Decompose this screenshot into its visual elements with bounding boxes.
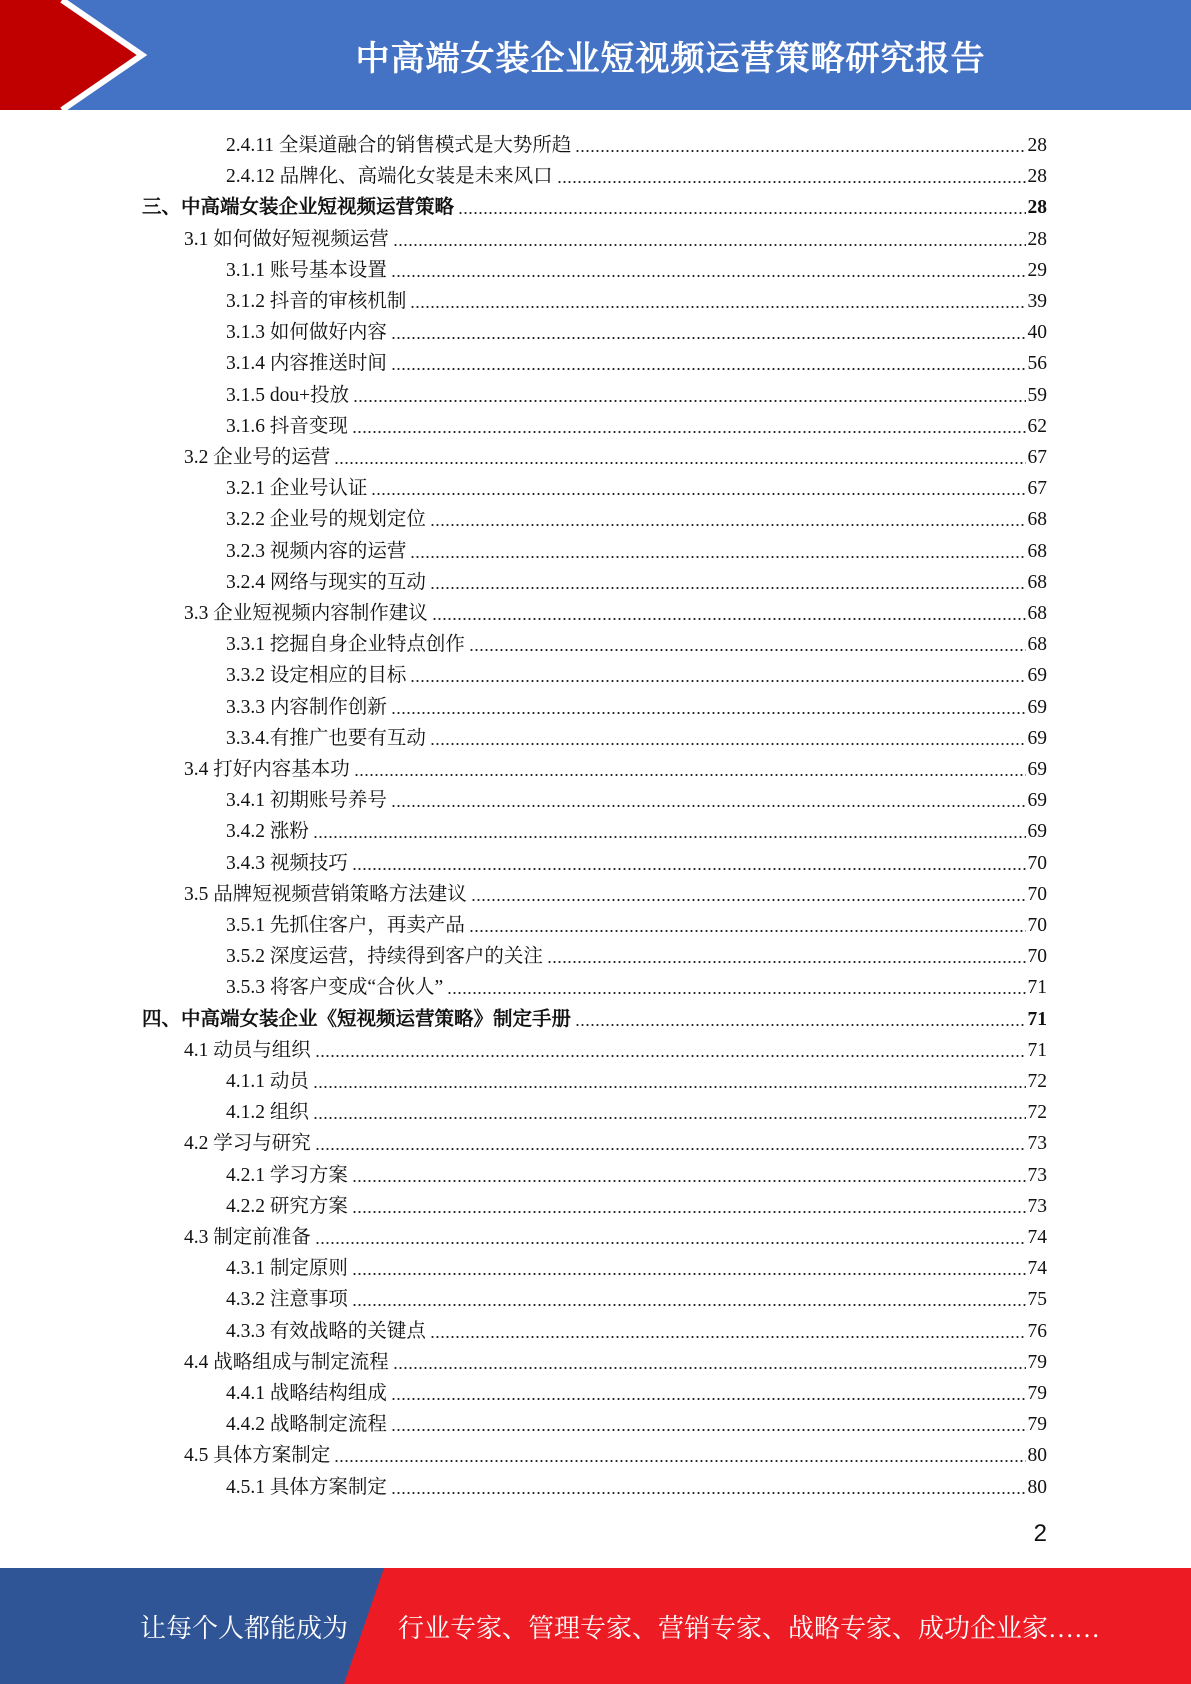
toc-dot-leader xyxy=(469,929,1026,933)
toc-dot-leader xyxy=(575,1023,1025,1027)
toc-dot-leader xyxy=(410,555,1025,559)
toc-dot-leader xyxy=(352,867,1026,871)
toc-dot-leader xyxy=(430,742,1026,746)
toc-entry[interactable] xyxy=(184,221,1047,252)
toc-entry[interactable] xyxy=(184,751,1047,782)
toc-entry-label: 3.1 如何做好短视频运营 xyxy=(184,228,389,250)
toc-entry[interactable] xyxy=(184,1219,1047,1250)
toc-dot-leader xyxy=(430,1335,1026,1339)
toc-entry-page: 29 xyxy=(1027,259,1047,281)
toc-entry-label: 3.2.3 视频内容的运营 xyxy=(226,540,407,562)
toc-dot-leader xyxy=(547,960,1026,964)
toc-entry[interactable] xyxy=(226,626,1047,657)
toc-entry-page: 80 xyxy=(1027,1476,1047,1498)
toc-entry-label: 4.4 战略组成与制定流程 xyxy=(184,1351,389,1373)
toc-entry[interactable] xyxy=(226,657,1047,688)
toc-entry-label: 3.2.2 企业号的规划定位 xyxy=(226,509,426,531)
toc-dot-leader xyxy=(393,243,1026,247)
toc-entry-label: 3.5 品牌短视频营销策略方法建议 xyxy=(184,883,467,905)
toc-dot-leader xyxy=(315,1241,1026,1245)
toc-entry-label: 3.1.1 账号基本设置 xyxy=(226,259,387,281)
toc-dot-leader xyxy=(391,1491,1026,1495)
toc-dot-leader xyxy=(334,1459,1025,1463)
toc-dot-leader xyxy=(447,991,1025,995)
toc-dot-leader xyxy=(432,617,1026,621)
toc-entry[interactable] xyxy=(226,408,1047,439)
toc-entry-label: 3.4 打好内容基本功 xyxy=(184,759,350,780)
toc-entry[interactable] xyxy=(226,1188,1047,1219)
toc-entry[interactable] xyxy=(226,127,1047,158)
toc-entry-label: 4.1.1 动员 xyxy=(226,1071,309,1092)
toc-entry-page: 69 xyxy=(1027,790,1047,812)
toc-entry[interactable] xyxy=(226,1094,1047,1125)
toc-dot-leader xyxy=(352,1179,1026,1183)
toc-entry[interactable] xyxy=(226,1281,1047,1312)
toc-entry-page: 74 xyxy=(1027,1227,1047,1248)
toc-entry-page: 56 xyxy=(1027,353,1047,375)
toc-entry-label: 3.4.1 初期账号养号 xyxy=(226,790,387,812)
toc-entry[interactable] xyxy=(226,1406,1047,1437)
toc-dot-leader xyxy=(371,492,1025,496)
toc-dot-leader xyxy=(313,1085,1026,1089)
toc-entry-label: 3.2 企业号的运营 xyxy=(184,447,331,468)
toc-entry[interactable] xyxy=(226,1469,1047,1500)
toc-dot-leader xyxy=(352,430,1026,434)
toc-entry-label: 3.1.6 抖音变现 xyxy=(226,415,348,437)
header-arrow-decoration xyxy=(0,0,160,110)
toc-entry-page: 68 xyxy=(1027,603,1047,624)
toc-entry-page: 67 xyxy=(1027,447,1047,468)
toc-entry-label: 3.3.2 设定相应的目标 xyxy=(226,665,407,687)
toc-entry-label: 4.4.2 战略制定流程 xyxy=(226,1414,387,1436)
toc-entry-page: 71 xyxy=(1027,1008,1047,1030)
toc-entry-page: 28 xyxy=(1027,197,1047,219)
page-header xyxy=(0,0,1191,110)
footer-slogan-right: 行业专家、管理专家、营销专家、战略专家、成功企业家…… xyxy=(398,1613,1101,1643)
toc-entry[interactable] xyxy=(226,1375,1047,1406)
toc-entry-label: 4.5.1 具体方案制定 xyxy=(226,1476,387,1498)
toc-entry[interactable] xyxy=(226,969,1047,1000)
toc-entry-page: 72 xyxy=(1027,1071,1047,1092)
toc-entry[interactable] xyxy=(226,1313,1047,1344)
toc-entry-page: 76 xyxy=(1027,1320,1047,1342)
toc-entry-page: 67 xyxy=(1027,478,1047,500)
toc-entry[interactable] xyxy=(142,189,1047,220)
toc-entry-page: 73 xyxy=(1027,1164,1047,1186)
toc-entry-label: 3.2.4 网络与现实的互动 xyxy=(226,571,426,593)
footer-slogan-left: 让每个人都能成为 xyxy=(140,1613,349,1643)
toc-entry-page: 70 xyxy=(1027,915,1047,936)
toc-entry[interactable] xyxy=(226,470,1047,501)
toc-entry-page: 59 xyxy=(1027,384,1047,406)
toc-entry-page: 68 xyxy=(1027,571,1047,593)
toc-dot-leader xyxy=(557,180,1026,184)
toc-entry-label: 4.3.1 制定原则 xyxy=(226,1258,348,1280)
toc-dot-leader xyxy=(430,523,1026,527)
toc-entry-label: 4.5 具体方案制定 xyxy=(184,1445,331,1467)
toc-entry-page: 70 xyxy=(1027,852,1047,874)
toc-entry[interactable] xyxy=(226,938,1047,969)
toc-dot-leader xyxy=(575,149,1025,153)
toc-entry[interactable] xyxy=(184,1032,1047,1063)
toc-entry-page: 28 xyxy=(1027,166,1047,188)
toc-dot-leader xyxy=(391,336,1026,340)
toc-dot-leader xyxy=(391,804,1026,808)
toc-entry[interactable] xyxy=(142,1001,1047,1032)
toc-entry-label: 三、中高端女装企业短视频运营策略 xyxy=(142,197,455,219)
toc-entry-page: 69 xyxy=(1027,696,1047,718)
toc-entry-page: 68 xyxy=(1027,540,1047,562)
toc-entry-page: 28 xyxy=(1027,135,1047,156)
toc-entry[interactable] xyxy=(226,501,1047,532)
toc-entry-label: 4.3.3 有效战略的关键点 xyxy=(226,1320,426,1342)
toc-entry[interactable] xyxy=(226,1157,1047,1188)
toc-entry[interactable] xyxy=(226,845,1047,876)
toc-entry-label: 3.1.2 抖音的审核机制 xyxy=(226,291,407,312)
toc-entry-page: 68 xyxy=(1027,634,1047,656)
toc-entry-label: 4.4.1 战略结构组成 xyxy=(226,1383,387,1404)
toc-dot-leader xyxy=(430,586,1026,590)
toc-entry[interactable] xyxy=(226,813,1047,844)
toc-dot-leader xyxy=(352,1303,1026,1307)
toc-entry-label: 3.5.2 深度运营，持续得到客户的关注 xyxy=(226,946,543,968)
toc-entry[interactable] xyxy=(226,533,1047,564)
toc-dot-leader xyxy=(313,835,1026,839)
toc-dot-leader xyxy=(410,305,1025,309)
toc-entry-page: 39 xyxy=(1027,291,1047,312)
toc-entry[interactable] xyxy=(184,876,1047,907)
toc-entry[interactable] xyxy=(184,1437,1047,1468)
toc-entry-label: 3.2.1 企业号认证 xyxy=(226,478,368,500)
toc-entry[interactable] xyxy=(184,1125,1047,1156)
toc-entry-label: 4.2.2 研究方案 xyxy=(226,1195,348,1217)
toc-entry[interactable] xyxy=(226,252,1047,283)
toc-entry-page: 68 xyxy=(1027,509,1047,531)
toc-entry-page: 79 xyxy=(1027,1351,1047,1373)
toc-dot-leader xyxy=(391,1397,1026,1401)
toc-entry[interactable] xyxy=(226,158,1047,189)
toc-entry-label: 4.2.1 学习方案 xyxy=(226,1164,348,1186)
toc-dot-leader xyxy=(315,1147,1026,1151)
toc-entry[interactable] xyxy=(226,564,1047,595)
toc-entry-page: 40 xyxy=(1027,322,1047,344)
toc-entry[interactable] xyxy=(226,1250,1047,1281)
toc-entry-label: 2.4.11 全渠道融合的销售模式是大势所趋 xyxy=(226,135,572,156)
toc-entry-page: 71 xyxy=(1027,977,1047,999)
toc-entry[interactable] xyxy=(226,345,1047,376)
toc-dot-leader xyxy=(458,211,1025,215)
toc-entry-page: 72 xyxy=(1027,1102,1047,1124)
toc-entry[interactable] xyxy=(226,283,1047,314)
toc-dot-leader xyxy=(352,1272,1026,1276)
toc-dot-leader xyxy=(334,461,1025,465)
toc-dot-leader xyxy=(315,1054,1026,1058)
toc-entry-label: 3.3.1 挖掘自身企业特点创作 xyxy=(226,634,465,656)
toc-entry-label: 4.3 制定前准备 xyxy=(184,1227,311,1248)
toc-entry-label: 3.3.4.有推广也要有互动 xyxy=(226,727,426,749)
toc-entry-label: 4.1.2 组织 xyxy=(226,1102,309,1124)
toc-entry-page: 79 xyxy=(1027,1383,1047,1404)
page-footer xyxy=(0,1568,1191,1684)
toc-entry-page: 74 xyxy=(1027,1258,1047,1280)
toc-entry-page: 73 xyxy=(1027,1133,1047,1155)
toc-entry[interactable] xyxy=(184,595,1047,626)
toc-dot-leader xyxy=(352,1210,1026,1214)
toc-dot-leader xyxy=(354,773,1026,777)
toc-entry-label: 3.5.3 将客户变成“合伙人” xyxy=(226,977,444,999)
toc-entry[interactable] xyxy=(226,1063,1047,1094)
toc-entry-page: 69 xyxy=(1027,727,1047,749)
toc-dot-leader xyxy=(391,711,1026,715)
toc-entry[interactable] xyxy=(226,907,1047,938)
toc-entry-label: 4.2 学习与研究 xyxy=(184,1133,311,1155)
toc-entry-page: 69 xyxy=(1027,665,1047,687)
toc-entry-label: 3.1.3 如何做好内容 xyxy=(226,322,387,344)
toc-entry[interactable] xyxy=(226,314,1047,345)
toc-entry[interactable] xyxy=(184,439,1047,470)
toc-entry-label: 2.4.12 品牌化、高端化女装是未来风口 xyxy=(226,166,553,188)
toc-dot-leader xyxy=(353,399,1025,403)
toc-entry[interactable] xyxy=(226,689,1047,720)
toc-entry-page: 28 xyxy=(1027,228,1047,250)
toc-entry-label: 3.5.1 先抓住客户，再卖产品 xyxy=(226,915,465,936)
toc-entry-page: 75 xyxy=(1027,1289,1047,1311)
toc-entry-label: 3.1.4 内容推送时间 xyxy=(226,353,387,375)
toc-entry-page: 80 xyxy=(1027,1445,1047,1467)
toc-entry[interactable] xyxy=(184,1344,1047,1375)
toc-entry-page: 70 xyxy=(1027,883,1047,905)
toc-entry-page: 71 xyxy=(1027,1039,1047,1061)
toc-entry-label: 3.3 企业短视频内容制作建议 xyxy=(184,603,428,624)
toc-dot-leader xyxy=(391,367,1026,371)
page-number: 2 xyxy=(1033,1520,1047,1547)
toc-dot-leader xyxy=(391,1428,1026,1432)
toc-entry-page: 73 xyxy=(1027,1195,1047,1217)
toc-entry-label: 4.3.2 注意事项 xyxy=(226,1289,348,1311)
toc-entry-page: 70 xyxy=(1027,946,1047,968)
toc-dot-leader xyxy=(391,274,1026,278)
toc-entry-label: 3.1.5 dou+投放 xyxy=(226,384,350,406)
report-title: 中高端女装企业短视频运营策略研究报告 xyxy=(355,38,986,79)
toc-entry-label: 3.4.3 视频技巧 xyxy=(226,852,348,874)
toc-entry[interactable] xyxy=(226,720,1047,751)
toc-entry[interactable] xyxy=(226,377,1047,408)
toc-entry-label: 3.4.2 涨粉 xyxy=(226,821,309,843)
toc-entry-page: 79 xyxy=(1027,1414,1047,1436)
toc-entry-page: 62 xyxy=(1027,415,1047,437)
toc-dot-leader xyxy=(469,648,1026,652)
toc-entry-page: 69 xyxy=(1027,821,1047,843)
toc-entry-page: 69 xyxy=(1027,759,1047,780)
toc-dot-leader xyxy=(313,1116,1026,1120)
toc-entry[interactable] xyxy=(226,782,1047,813)
toc-entry-label: 3.3.3 内容制作创新 xyxy=(226,696,387,718)
toc-entry-label: 4.1 动员与组织 xyxy=(184,1039,311,1061)
toc-dot-leader xyxy=(471,898,1026,902)
toc-dot-leader xyxy=(410,679,1025,683)
toc-dot-leader xyxy=(393,1366,1026,1370)
toc-entry-label: 四、中高端女装企业《短视频运营策略》制定手册 xyxy=(142,1008,572,1030)
